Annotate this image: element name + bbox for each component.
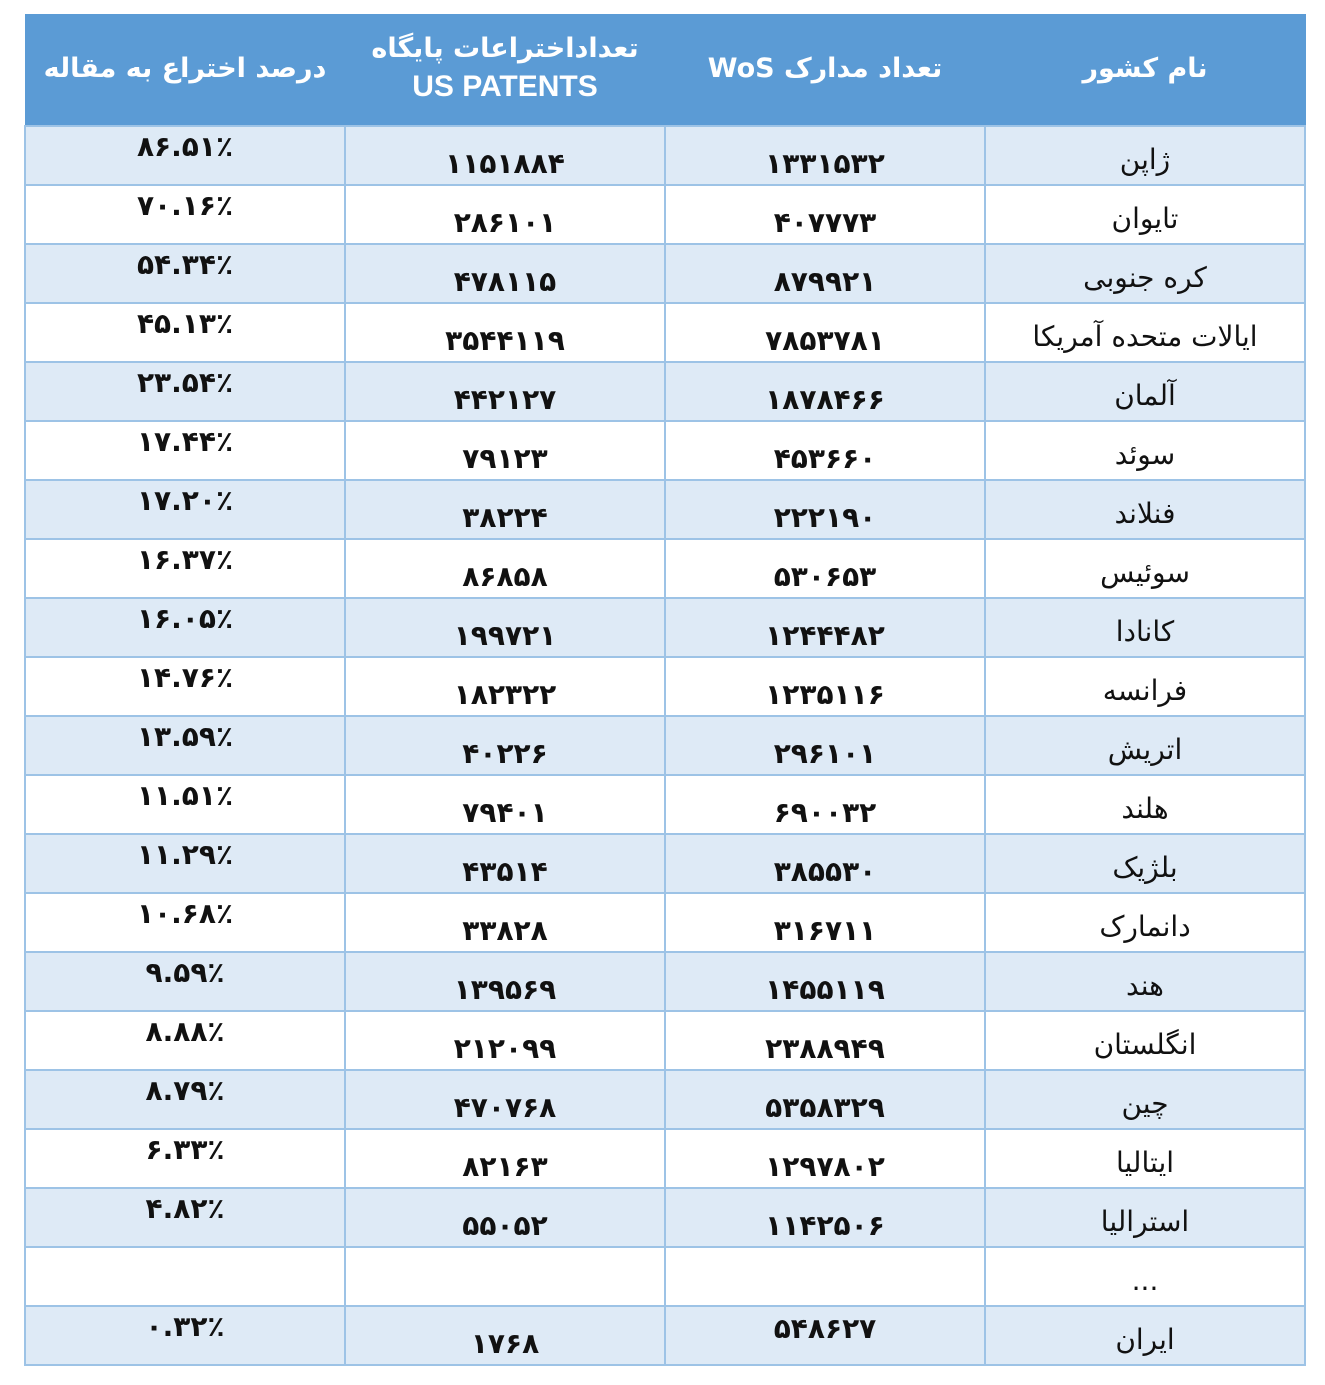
cell-wos: ۲۲۲۱۹۰ xyxy=(665,480,985,539)
country-patents-table xyxy=(24,14,1306,1366)
cell-patents: ۴۴۲۱۲۷ xyxy=(345,362,665,421)
cell-patents: ۱۳۹۵۶۹ xyxy=(345,952,665,1011)
cell-patents: ۱۷۶۸ xyxy=(345,1306,665,1365)
table-row xyxy=(25,716,1305,775)
cell-ratio: ۸.۸۸٪ xyxy=(25,1011,345,1070)
cell-country: هند xyxy=(985,952,1305,1011)
data-table-container xyxy=(24,14,1304,1366)
cell-wos: ۱۸۷۸۴۶۶ xyxy=(665,362,985,421)
table-row xyxy=(25,1306,1305,1365)
cell-ratio: ۱۱.۵۱٪ xyxy=(25,775,345,834)
cell-patents: ۸۲۱۶۳ xyxy=(345,1129,665,1188)
cell-country: کره جنوبی xyxy=(985,244,1305,303)
header-patents xyxy=(345,14,665,126)
table-row xyxy=(25,421,1305,480)
cell-ratio: ۹.۵۹٪ xyxy=(25,952,345,1011)
cell-country: بلژیک xyxy=(985,834,1305,893)
cell-patents: ۱۱۵۱۸۸۴ xyxy=(345,126,665,185)
cell-ratio: ۱۱.۲۹٪ xyxy=(25,834,345,893)
cell-country: چین xyxy=(985,1070,1305,1129)
cell-patents: ۴۷۸۱۱۵ xyxy=(345,244,665,303)
cell-patents: ۵۵۰۵۲ xyxy=(345,1188,665,1247)
cell-wos: ۲۹۶۱۰۱ xyxy=(665,716,985,775)
cell-wos: ۳۸۵۵۳۰ xyxy=(665,834,985,893)
cell-ratio: ۰.۳۲٪ xyxy=(25,1306,345,1365)
cell-ratio: ۲۳.۵۴٪ xyxy=(25,362,345,421)
cell-patents: ۷۹۴۰۱ xyxy=(345,775,665,834)
cell-ratio: ۱۴.۷۶٪ xyxy=(25,657,345,716)
cell-country: ایتالیا xyxy=(985,1129,1305,1188)
table-row xyxy=(25,657,1305,716)
cell-ratio: ۶.۳۳٪ xyxy=(25,1129,345,1188)
cell-wos: ۸۷۹۹۲۱ xyxy=(665,244,985,303)
cell-wos: ۱۳۳۱۵۳۲ xyxy=(665,126,985,185)
cell-patents: ۲۱۲۰۹۹ xyxy=(345,1011,665,1070)
header-patents-line2: US PATENTS xyxy=(412,70,598,104)
table-row xyxy=(25,126,1305,185)
cell-ratio: ۱۷.۲۰٪ xyxy=(25,480,345,539)
cell-wos: ۲۳۸۸۹۴۹ xyxy=(665,1011,985,1070)
cell-wos: ۵۳۰۶۵۳ xyxy=(665,539,985,598)
cell-country: سوئد xyxy=(985,421,1305,480)
cell-ratio: ۱۳.۵۹٪ xyxy=(25,716,345,775)
cell-country: ایالات متحده آمریکا xyxy=(985,303,1305,362)
table-row xyxy=(25,1129,1305,1188)
cell-patents: ۲۸۶۱۰۱ xyxy=(345,185,665,244)
cell-ratio: ۱۶.۰۵٪ xyxy=(25,598,345,657)
cell-patents xyxy=(345,1247,665,1306)
table-row xyxy=(25,598,1305,657)
cell-country: هلند xyxy=(985,775,1305,834)
cell-patents: ۱۸۲۳۲۲ xyxy=(345,657,665,716)
cell-wos: ۱۲۹۷۸۰۲ xyxy=(665,1129,985,1188)
cell-country: اتریش xyxy=(985,716,1305,775)
header-patents-line1: تعداداختراعات پایگاه xyxy=(371,33,639,65)
table-row xyxy=(25,244,1305,303)
cell-ratio: ۸.۷۹٪ xyxy=(25,1070,345,1129)
cell-country: ... xyxy=(985,1247,1305,1306)
table-row xyxy=(25,775,1305,834)
cell-wos: ۱۲۴۴۴۸۲ xyxy=(665,598,985,657)
cell-country: انگلستان xyxy=(985,1011,1305,1070)
cell-wos: ۱۴۵۵۱۱۹ xyxy=(665,952,985,1011)
cell-patents: ۳۳۸۲۸ xyxy=(345,893,665,952)
cell-ratio: ۸۶.۵۱٪ xyxy=(25,126,345,185)
cell-ratio: ۱۰.۶۸٪ xyxy=(25,893,345,952)
cell-ratio: ۵۴.۳۴٪ xyxy=(25,244,345,303)
table-body xyxy=(25,126,1305,1365)
table-row xyxy=(25,539,1305,598)
cell-patents: ۷۹۱۲۳ xyxy=(345,421,665,480)
cell-ratio xyxy=(25,1247,345,1306)
cell-patents: ۴۳۵۱۴ xyxy=(345,834,665,893)
cell-country: ایران xyxy=(985,1306,1305,1365)
cell-wos: ۵۴۸۶۲۷ xyxy=(665,1306,985,1365)
cell-country: دانمارک xyxy=(985,893,1305,952)
table-row xyxy=(25,303,1305,362)
table-row xyxy=(25,1070,1305,1129)
cell-wos xyxy=(665,1247,985,1306)
table-row xyxy=(25,1188,1305,1247)
cell-wos: ۱۲۳۵۱۱۶ xyxy=(665,657,985,716)
table-row xyxy=(25,1011,1305,1070)
table-row xyxy=(25,893,1305,952)
cell-wos: ۱۱۴۲۵۰۶ xyxy=(665,1188,985,1247)
cell-patents: ۴۷۰۷۶۸ xyxy=(345,1070,665,1129)
cell-patents: ۴۰۲۲۶ xyxy=(345,716,665,775)
cell-wos: ۷۸۵۳۷۸۱ xyxy=(665,303,985,362)
cell-wos: ۴۰۷۷۷۳ xyxy=(665,185,985,244)
table-header xyxy=(25,14,1305,126)
cell-country: فرانسه xyxy=(985,657,1305,716)
cell-wos: ۴۵۳۶۶۰ xyxy=(665,421,985,480)
cell-ratio: ۴.۸۲٪ xyxy=(25,1188,345,1247)
cell-country: کانادا xyxy=(985,598,1305,657)
cell-patents: ۳۵۴۴۱۱۹ xyxy=(345,303,665,362)
cell-ratio: ۱۷.۴۴٪ xyxy=(25,421,345,480)
cell-ratio: ۷۰.۱۶٪ xyxy=(25,185,345,244)
cell-country: فنلاند xyxy=(985,480,1305,539)
cell-country: تایوان xyxy=(985,185,1305,244)
cell-ratio: ۱۶.۳۷٪ xyxy=(25,539,345,598)
header-wos: تعداد مدارک WoS xyxy=(665,14,985,126)
cell-wos: ۳۱۶۷۱۱ xyxy=(665,893,985,952)
cell-country: استرالیا xyxy=(985,1188,1305,1247)
cell-wos: ۵۳۵۸۳۲۹ xyxy=(665,1070,985,1129)
cell-patents: ۱۹۹۷۲۱ xyxy=(345,598,665,657)
table-row xyxy=(25,185,1305,244)
cell-wos: ۶۹۰۰۳۲ xyxy=(665,775,985,834)
cell-patents: ۸۶۸۵۸ xyxy=(345,539,665,598)
cell-patents: ۳۸۲۲۴ xyxy=(345,480,665,539)
cell-country: سوئیس xyxy=(985,539,1305,598)
cell-country: ژاپن xyxy=(985,126,1305,185)
table-row xyxy=(25,362,1305,421)
table-row-ellipsis xyxy=(25,1247,1305,1306)
cell-ratio: ۴۵.۱۳٪ xyxy=(25,303,345,362)
table-row xyxy=(25,834,1305,893)
header-row xyxy=(25,14,1305,126)
table-row xyxy=(25,480,1305,539)
header-ratio: درصد اختراع به مقاله xyxy=(25,14,345,126)
header-country: نام کشور xyxy=(985,14,1305,126)
cell-country: آلمان xyxy=(985,362,1305,421)
table-row xyxy=(25,952,1305,1011)
